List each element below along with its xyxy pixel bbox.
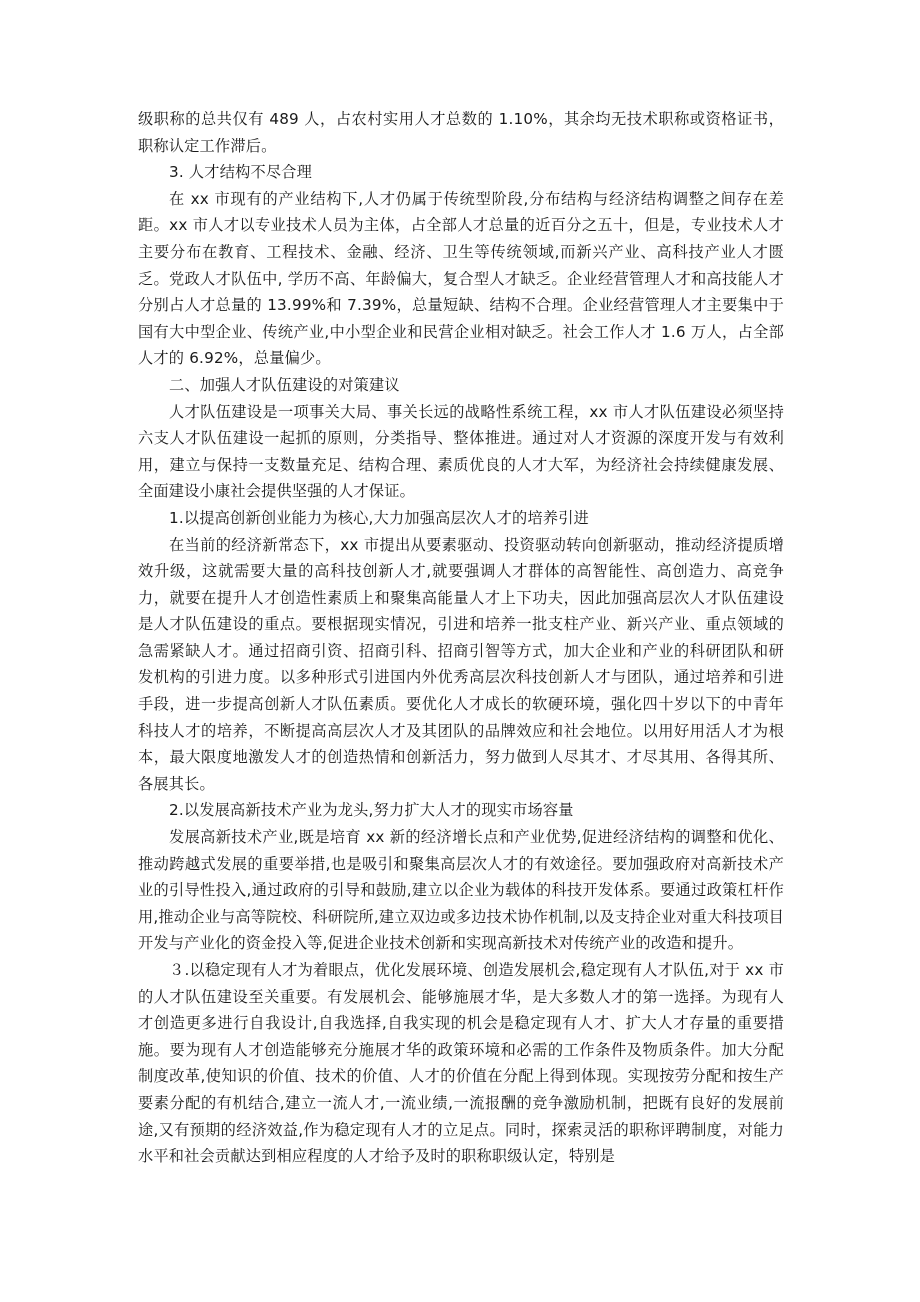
- paragraph-innovation: 在当前的经济新常态下，xx 市提出从要素驱动、投资驱动转向创新驱动，推动经济提质增效升级，这就需要大量的高科技创新人才,就要强调人才群体的高智能性、高创造力、高竞争力，就要在提升人才创造性素质上和聚集高能量人才上下功夫，因此加强高层次人才队伍建设是人才队伍建设的重点。要根据现实情况，引进和培养一批支柱产业、新兴产业、重点领域的急需紧缺人才。通过招商引资、招商引科、招商引智等方式，加大企业和产业的科研团队和研发机构的引进力度。以多种形式引进国内外优秀高层次科技创新人才与团队，通过培养和引进手段，进一步提高创新人才队伍素质。要优化人才成长的软硬环境，强化四十岁以下的中青年科技人才的培养，不断提高高层次人才及其团队的品牌效应和社会地位。以用好用活人才为根本，最大限度地激发人才的创造热情和创新活力，努力做到人尽其才、才尽其用、各得其所、各展其长。: [138, 535, 784, 793]
- paragraph-high-tech: 发展高新技术产业,既是培育 xx 新的经济增长点和产业优势,促进经济结构的调整和优化、推动跨越式发展的重要举措,也是吸引和聚集高层次人才的有效途径。要加强政府对高新技术产业的引导性投入,通过政府的引导和鼓励,建立以企业为载体的科技开发体系。要通过政策杠杆作用,推动企业与高等院校、科研院所,建立双边或多边技术协作机制,以及支持企业对重大科技项目开发与产业化的资金投入等,促进企业技术创新和实现高新技术对传统产业的改造和提升。: [138, 828, 784, 953]
- paragraph-stabilize-talent: ３.以稳定现有人才为着眼点，优化发展环境、创造发展机会,稳定现有人才队伍,对于 xx 市的人才队伍建设至关重要。有发展机会、能够施展才华，是大多数人才的第一选择。为现有人才创造更多进行自我设计,自我选择,自我实现的机会是稳定现有人才、扩大人才存量的重要措施。要为现有人才创造能够充分施展才华的政策环境和必需的工作条件及物质条件。加大分配制度改革,使知识的价值、技术的价值、人才的价值在分配上得到体现。实现按劳分配和按生产要素分配的有机结合,建立一流人才,一流业绩,一流报酬的竞争激励机制，把既有良好的发展前途,又有预期的经济效益,作为稳定现有人才的立足点。同时，探索灵活的职称评聘制度，对能力水平和社会贡献达到相应程度的人才给予及时的职称职级认定，特别是: [138, 961, 784, 1166]
- section-heading-3: 3. 人才结构不尽合理: [169, 163, 313, 182]
- paragraph-talent-structure: 在 xx 市现有的产业结构下,人才仍属于传统型阶段,分布结构与经济结构调整之间存在差距。xx 市人才以专业技术人员为主体，占全部人才总量的近百分之五十，但是，专业技术人才主要分布在教育、工程技术、金融、经济、卫生等传统领域,而新兴产业、高科技产业人才匮乏。党政人才队伍中, 学历不高、年龄偏大，复合型人才缺乏。企业经营管理人才和高技能人才分别占人才总量的 13.99%和 7.39%，总量短缺、结构不合理。企业经营管理人才主要集中于国有大中型企业、传统产业,中小型企业和民营企业相对缺乏。社会工作人才 1.6 万人，占全部人才的 6.92%，总量偏少。: [138, 189, 784, 368]
- document-page: [138, 106, 784, 1170]
- paragraph-overview: 人才队伍建设是一项事关大局、事关长远的战略性系统工程，xx 市人才队伍建设必须坚持六支人才队伍建设一起抓的原则，分类指导、整体推进。通过对人才资源的深度开发与有效利用，建立与保持一支数量充足、结构合理、素质优良的人才大军，为经济社会持续健康发展、全面建设小康社会提供坚强的人才保证。: [138, 402, 784, 501]
- subsection-heading-1: 1.以提高创新创业能力为核心,大力加强高层次人才的培养引进: [169, 508, 589, 527]
- chapter-heading-2: 二、加强人才队伍建设的对策建议: [169, 375, 400, 394]
- paragraph-continuation: 级职称的总共仅有 489 人，占农村实用人才总数的 1.10%，其余均无技术职称或资格证书，职称认定工作滞后。: [138, 110, 784, 155]
- subsection-heading-2: 2.以发展高新技术产业为龙头,努力扩大人才的现实市场容量: [169, 801, 574, 820]
